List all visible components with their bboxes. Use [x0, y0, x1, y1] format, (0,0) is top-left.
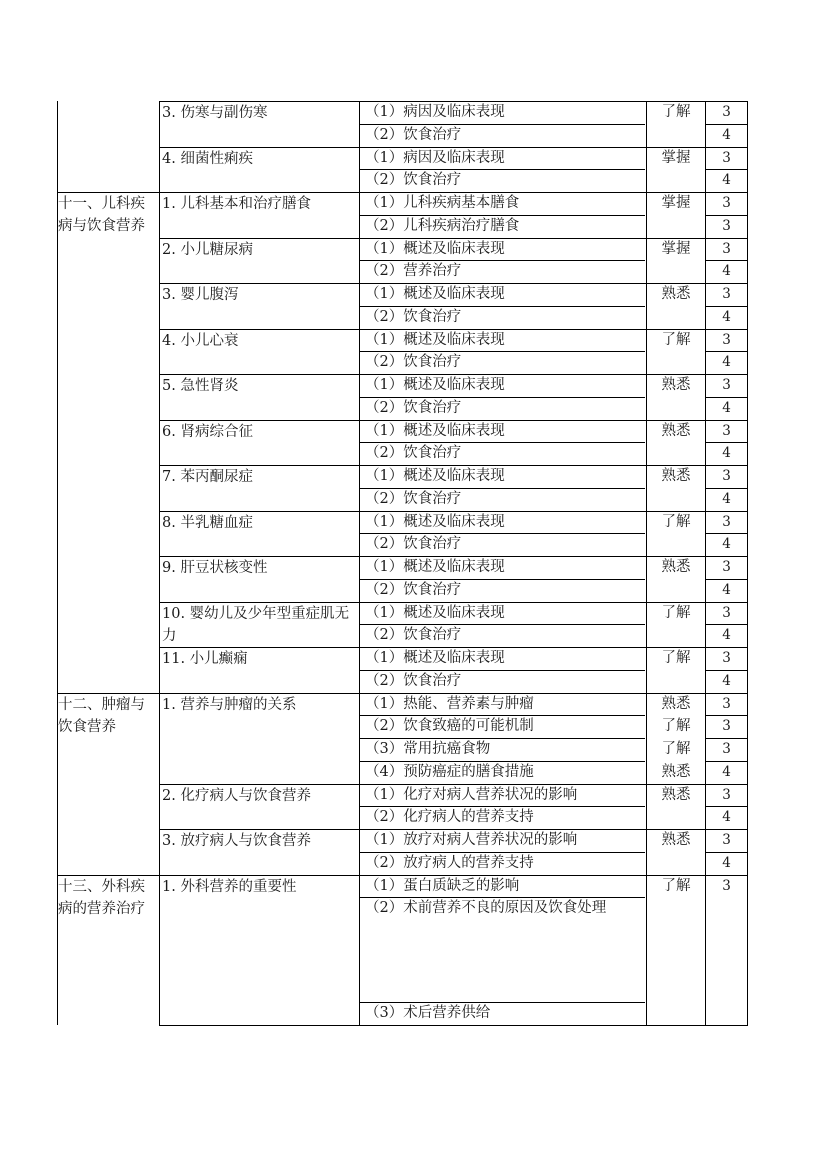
row-separator: [359, 488, 645, 489]
col-line-5: [747, 101, 748, 1026]
score-value: 3: [722, 286, 731, 302]
col-line-0: [57, 101, 58, 1025]
row-separator: [359, 852, 645, 853]
topic-title: 4. 细菌性痢疾: [162, 150, 253, 167]
mastery-level: 了解: [661, 604, 691, 621]
score-value: 4: [722, 172, 731, 189]
score-value: 4: [722, 809, 731, 826]
row-separator: [359, 806, 645, 807]
mastery-level: 熟悉: [661, 763, 691, 780]
score-value: 4: [722, 445, 731, 462]
score-value: 4: [722, 490, 731, 507]
item-text: （2）饮食治疗: [365, 126, 462, 143]
score-value: 3: [722, 604, 731, 621]
item-text: （3）常用抗癌食物: [365, 741, 491, 757]
score-value: 4: [722, 763, 731, 780]
row-separator: [359, 351, 645, 352]
row-separator: [359, 1002, 645, 1003]
score-value: 3: [722, 877, 731, 894]
row-separator: [359, 306, 645, 307]
mastery-level: 了解: [661, 104, 691, 120]
item-text: （1）化疗对病人营养状况的影响: [365, 786, 578, 803]
score-value: 3: [722, 513, 731, 530]
section-label: 十一、儿科疾病与饮食营养: [58, 196, 145, 234]
score-value: 3: [722, 240, 731, 257]
item-text: （2）饮食治疗: [365, 627, 462, 644]
item-text: （1）概述及临床表现: [365, 377, 505, 393]
item-text: （2）儿科疾病治疗膳食: [365, 217, 520, 234]
topic-title: 6. 肾病综合征: [162, 423, 253, 440]
item-text: （1）病因及临床表现: [365, 104, 505, 120]
topic-title: 1. 外科营养的重要性: [162, 878, 297, 895]
section-label: 十二、肿瘤与饮食营养: [58, 696, 145, 735]
score-value: 3: [722, 741, 731, 757]
score-value: 3: [722, 650, 731, 666]
mastery-level: 熟悉: [661, 559, 691, 575]
item-text: （1）蛋白质缺乏的影响: [365, 877, 520, 894]
item-text: （2）饮食治疗: [365, 172, 462, 189]
score-value: 3: [722, 468, 731, 484]
mastery-level: 掌握: [661, 195, 691, 211]
mastery-level: 熟悉: [661, 468, 691, 484]
topic-title: 3. 婴儿腹泻: [162, 287, 239, 303]
item-text: （2）饮食治疗: [365, 490, 462, 507]
topic-title: 1. 营养与肿瘤的关系: [162, 696, 297, 713]
row-separator: [359, 738, 645, 739]
topic-title: 4. 小儿心衰: [162, 332, 239, 349]
mastery-level: 了解: [661, 718, 691, 735]
topic-title: 8. 半乳糖血症: [162, 514, 253, 531]
item-text: （4）预防癌症的膳食措施: [365, 763, 534, 780]
item-text: （2）饮食治疗: [365, 445, 462, 462]
mastery-level: 掌握: [661, 240, 691, 257]
topic-title: 11. 小儿癫痫: [162, 651, 248, 667]
item-text: （1）概述及临床表现: [365, 240, 505, 257]
row-separator: [359, 761, 645, 762]
col-line-1: [159, 101, 160, 1026]
section-label: 十三、外科疾病的营养治疗: [58, 878, 145, 917]
item-text: （1）病因及临床表现: [365, 149, 505, 166]
score-value: 4: [722, 354, 731, 371]
item-text: （1）概述及临床表现: [365, 650, 505, 666]
score-value: 3: [722, 377, 731, 393]
item-text: （2）饮食治疗: [365, 399, 462, 416]
item-text: （1）概述及临床表现: [365, 559, 505, 575]
row-separator: [359, 215, 645, 216]
mastery-level: 了解: [661, 741, 691, 757]
row-separator: [359, 442, 645, 443]
score-value: 4: [722, 263, 731, 280]
item-text: （2）放疗病人的营养支持: [365, 854, 534, 871]
score-value: 3: [722, 832, 731, 848]
topic-title: 3. 伤寒与副伤寒: [162, 105, 268, 121]
item-text: （1）热能、营养素与肿瘤: [365, 695, 534, 712]
mastery-level: 熟悉: [661, 286, 691, 302]
score-value: 3: [722, 422, 731, 439]
item-text: （1）概述及临床表现: [365, 468, 505, 484]
topic-title: 10. 婴幼儿及少年型重症肌无力: [162, 605, 350, 644]
score-value: 3: [722, 195, 731, 211]
score-value: 4: [722, 672, 731, 689]
topic-title: 1. 儿科基本和治疗膳食: [162, 196, 311, 212]
mastery-level: 了解: [661, 513, 691, 530]
item-text: （1）概述及临床表现: [365, 286, 505, 302]
item-text: （1）概述及临床表现: [365, 604, 505, 621]
item-text: （2）饮食治疗: [365, 536, 462, 553]
row-separator: [359, 397, 645, 398]
score-value: 3: [722, 695, 731, 712]
item-text: （1）概述及临床表现: [365, 422, 505, 439]
score-value: 4: [722, 126, 731, 143]
score-value: 3: [722, 718, 731, 735]
section-border: [57, 875, 159, 876]
mastery-level: 熟悉: [661, 377, 691, 393]
item-text: （2）饮食治疗: [365, 308, 462, 325]
score-value: 4: [722, 308, 731, 325]
item-text: （3）术后营养供给: [365, 1005, 491, 1021]
row-separator: [359, 670, 645, 671]
row-separator: [359, 624, 645, 625]
score-value: 4: [722, 581, 731, 598]
item-text: （2）化疗病人的营养支持: [365, 809, 534, 826]
item-text: （2）营养治疗: [365, 263, 462, 280]
item-text: （2）饮食治疗: [365, 354, 462, 371]
mastery-level: 熟悉: [661, 422, 691, 439]
row-separator: [359, 897, 645, 898]
item-text: （1）儿科疾病基本膳食: [365, 195, 520, 211]
item-text: （1）概述及临床表现: [365, 331, 505, 348]
score-value: 3: [722, 217, 731, 234]
table-top-border: [159, 101, 747, 102]
section-border: [57, 192, 159, 193]
mastery-level: 熟悉: [661, 832, 691, 848]
topic-title: 7. 苯丙酮尿症: [162, 469, 253, 485]
score-value: 3: [722, 559, 731, 575]
item-text: （1）放疗对病人营养状况的影响: [365, 832, 578, 848]
topic-title: 5. 急性肾炎: [162, 378, 239, 394]
row-separator: [359, 124, 645, 125]
row-separator: [359, 169, 645, 170]
score-value: 4: [722, 536, 731, 553]
item-text: （2）饮食治疗: [365, 581, 462, 598]
row-separator: [359, 715, 645, 716]
row-separator: [359, 260, 645, 261]
score-value: 3: [722, 104, 731, 120]
topic-title: 2. 化疗病人与饮食营养: [162, 787, 311, 804]
col-line-3: [646, 101, 647, 1026]
item-text: （1）概述及临床表现: [365, 513, 505, 530]
score-value: 4: [722, 399, 731, 416]
mastery-level: 了解: [661, 650, 691, 666]
topic-title: 2. 小儿糖尿病: [162, 241, 253, 258]
mastery-level: 掌握: [661, 149, 691, 166]
score-value: 3: [722, 149, 731, 166]
item-text: （2）饮食致癌的可能机制: [365, 718, 534, 735]
row-separator: [359, 533, 645, 534]
mastery-level: 了解: [661, 331, 691, 348]
score-value: 3: [722, 331, 731, 348]
mastery-level: 熟悉: [661, 695, 691, 712]
col-line-2: [359, 101, 360, 1026]
col-line-4: [705, 101, 706, 1026]
score-value: 3: [722, 786, 731, 803]
mastery-level: 熟悉: [661, 786, 691, 803]
score-value: 4: [722, 627, 731, 644]
section-border: [57, 693, 159, 694]
mastery-level: 了解: [661, 877, 691, 894]
table-bottom-border: [159, 1025, 747, 1026]
item-text: （2）饮食治疗: [365, 672, 462, 689]
topic-title: 9. 肝豆状核变性: [162, 560, 268, 576]
item-text: （2）术前营养不良的原因及饮食处理: [365, 900, 607, 917]
topic-title: 3. 放疗病人与饮食营养: [162, 833, 311, 849]
row-separator: [359, 579, 645, 580]
score-value: 4: [722, 854, 731, 871]
